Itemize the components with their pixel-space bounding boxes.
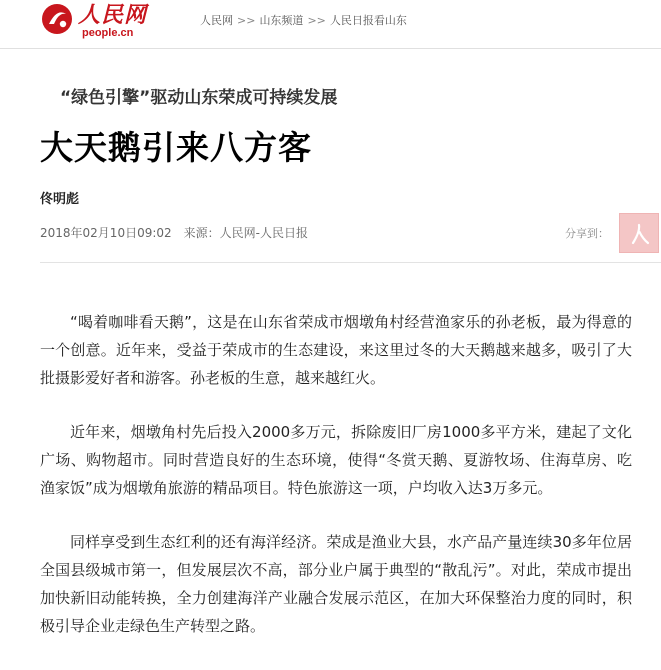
article-paragraph: 同样享受到生态红利的还有海洋经济。荣成是渔业大县，水产品产量连续30多年位居全国县级城市第一，但发展层次不高，部分业户属于典型的“散乱污”。对此，荣成市提出加快新旧动能转换，全力创建海洋产业融合发展示范区，在加大环保整治力度的同时，积极引导企业走绿色生产转型之路。 [40, 533, 632, 635]
header-divider [0, 48, 661, 49]
breadcrumb-separator: >> [237, 14, 256, 27]
article-subtitle: “绿色引擎”驱动山东荣成可持续发展 [60, 88, 338, 108]
article-source: 来源：人民网-人民日报 [183, 226, 309, 240]
people-share-icon [628, 222, 652, 246]
meta-divider [40, 262, 661, 263]
site-logo[interactable] [40, 2, 160, 42]
article-body [40, 308, 632, 666]
breadcrumb-home[interactable]: 人民网 [200, 14, 233, 27]
breadcrumb-separator: >> [307, 14, 326, 27]
people-logo-icon [40, 2, 74, 36]
article-author: 佟明彪 [40, 192, 80, 207]
site-header [0, 0, 661, 48]
breadcrumb-section[interactable]: 人民日报看山东 [329, 14, 407, 27]
article-paragraph: “喝着咖啡看天鹅”，这是在山东省荣成市烟墩角村经营渔家乐的孙老板，最为得意的一个创意。近年来，受益于荣成市的生态建设，来这里过冬的大天鹅越来越多，吸引了大批摄影爱好者和游客。孙老板的生意，越来越红火。 [40, 313, 632, 387]
article-paragraph: 近年来，烟墩角村先后投入2000多万元，拆除废旧厂房1000多平方米，建起了文化广场、购物超市。同时营造良好的生态环境，使得“冬赏天鹅、夏游牧场、住海草房、吃渔家饭”成为烟墩角旅游的精品项目。特色旅游这一项，户均收入达3万多元。 [40, 423, 632, 497]
breadcrumb-channel[interactable]: 山东频道 [259, 14, 304, 27]
article-meta [40, 224, 308, 242]
article-datetime: 2018年02月10日09:02 [40, 226, 172, 240]
breadcrumb [200, 13, 407, 29]
logo-text-en: people.cn [82, 27, 134, 39]
logo-text-cn: 人民网 [78, 2, 148, 28]
article-title: 大天鹅引来八方客 [40, 128, 312, 167]
share-button[interactable] [619, 213, 659, 253]
share-label: 分享到： [565, 227, 609, 240]
